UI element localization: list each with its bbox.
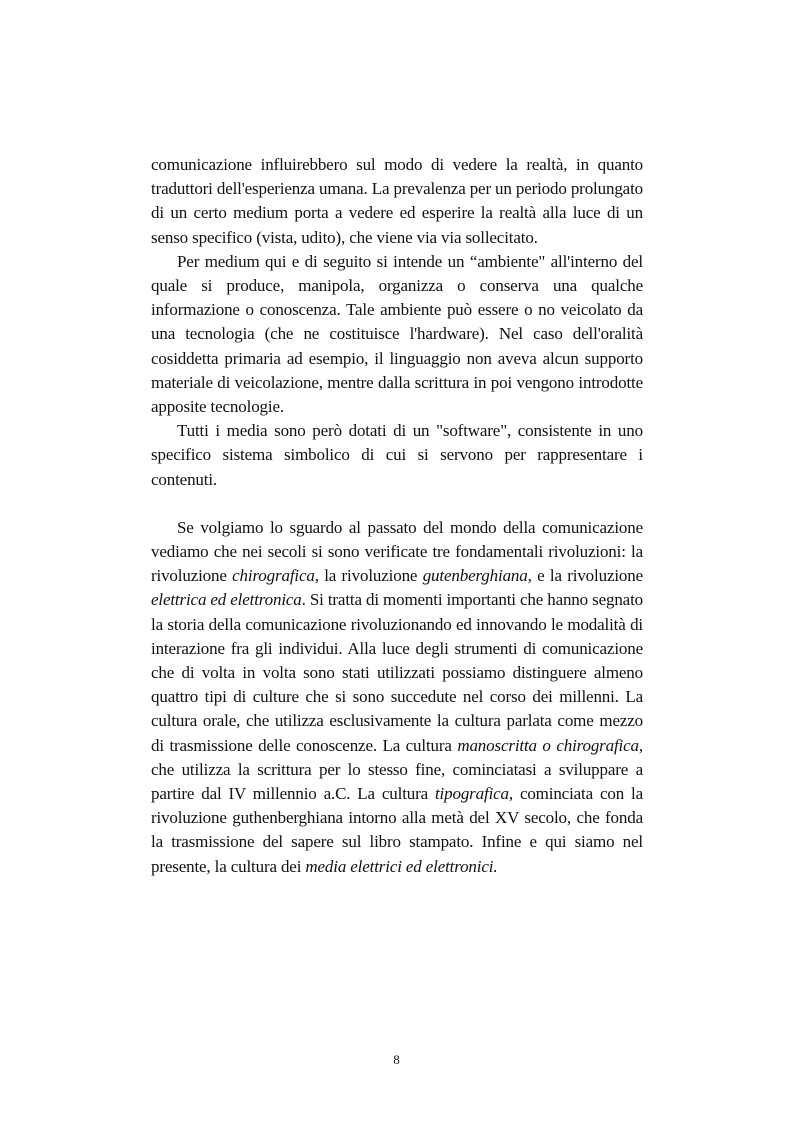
italic-term: media elettrici ed elettronici. xyxy=(305,856,498,876)
text-run: comunicazione influirebbero sul modo di vedere la realtà, in quanto traduttori dell'esperienza umana. La prevalenza per un periodo prolungato di un certo medium porta a vedere ed esperire la realtà alla luce di un senso specifico (vista, udito), che viene via via sollecitato. xyxy=(151,155,643,247)
italic-term: chirografica xyxy=(232,566,315,586)
paragraph-software xyxy=(151,419,643,492)
text-run: , e la rivoluzione xyxy=(527,566,644,586)
text-run: Se volgiamo lo sguardo al passato del mondo della comunicazione vediamo che nei secoli si sono verificate tre fondamentali rivoluzioni: la rivoluzione xyxy=(151,517,643,586)
text-run: . Si tratta di momenti importanti che hanno segnato la storia della comunicazione rivoluzionando ed innovando le modalità di interazione fra gli individui. Alla luce degli strumenti di comunicazione che di volta in volta sono stati utilizzati possiamo distinguere almeno quattro tipi di culture che si sono succedute nel corso dei millenni. La cultura orale, che utilizza esclusivamente la cultura parlata come mezzo di trasmissione delle conoscenze. La cultura xyxy=(151,590,644,755)
paragraph-medium-definition xyxy=(151,250,643,419)
italic-term: tipografica xyxy=(434,784,509,804)
text-run: , che utilizza la scrittura per lo stesso fine, cominciatasi a sviluppare a partire dal IV millennio a.C. La cultura xyxy=(151,735,643,804)
italic-term: gutenberghiana xyxy=(422,566,528,586)
text-run: , la rivoluzione xyxy=(314,566,423,586)
body-text xyxy=(151,153,643,879)
text-run: , cominciata con la rivoluzione guthenberghiana intorno alla metà del XV secolo, che fonda la trasmissione del sapere sul libro stampato. Infine e qui siamo nel presente, la cultura dei xyxy=(151,784,643,876)
paragraph-revolutions xyxy=(151,516,643,879)
paragraph-continuation xyxy=(151,153,643,250)
text-run: Per medium qui e di seguito si intende un “ambiente" all'interno del quale si produce, manipola, organizza o conserva una qualche informazione o conoscenza. Tale ambiente può essere o no veicolato da una tecnologia (che ne costituisce l'hardware). Nel caso dell'oralità cosiddetta primaria ad esempio, il linguaggio non aveva alcun supporto materiale di veicolazione, mentre dalla scrittura in poi vengono introdotte apposite tecnologie. xyxy=(151,251,643,417)
page-number: 8 xyxy=(393,1052,400,1067)
text-run: Tutti i media sono però dotati di un "software", consistente in uno specifico sistema simbolico di cui si servono per rappresentare i contenuti. xyxy=(151,421,643,489)
italic-term: manoscritta o chirografica xyxy=(457,735,639,755)
italic-term: elettrica ed elettronica xyxy=(151,590,302,610)
